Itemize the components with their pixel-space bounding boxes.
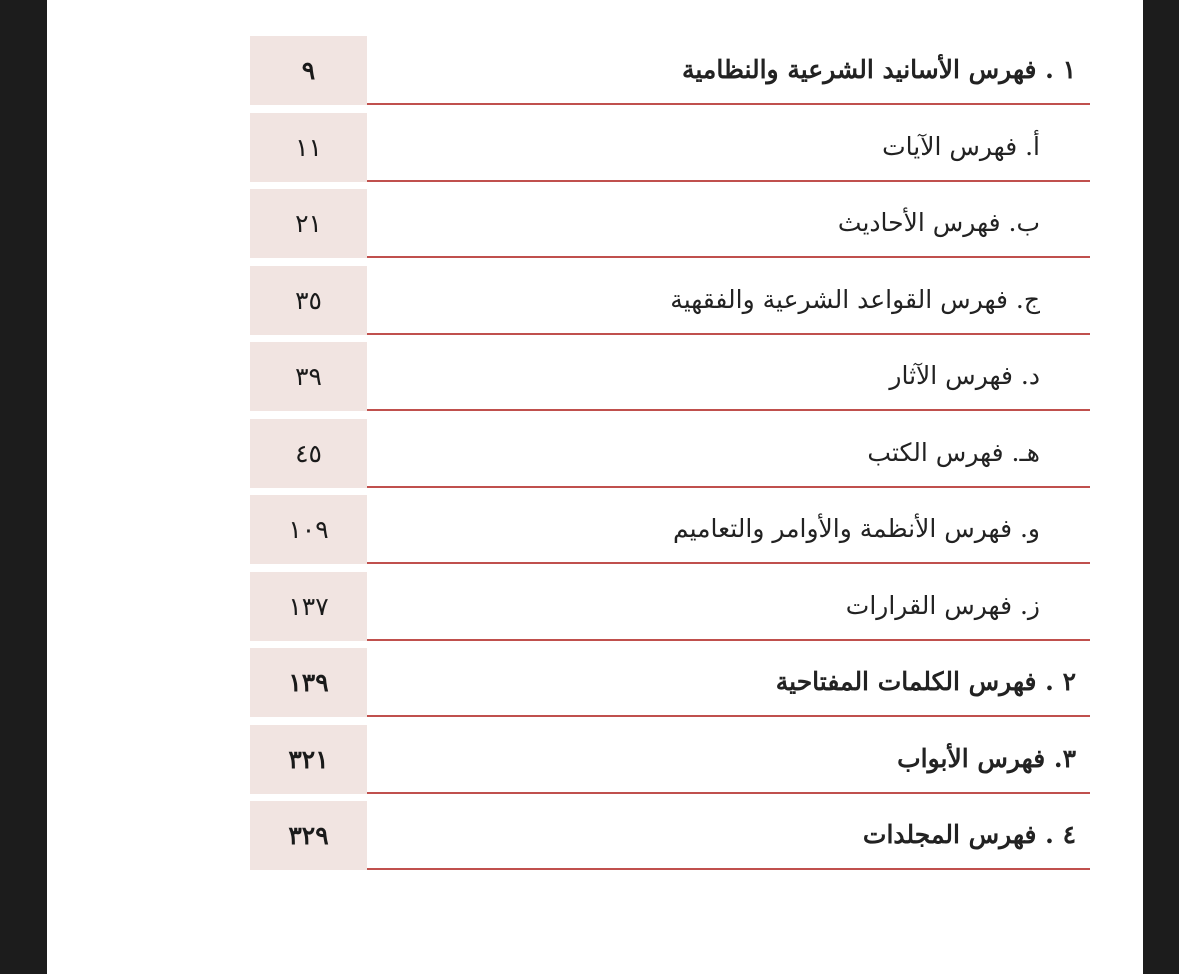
toc-entry-kalimat[interactable]: [250, 648, 1090, 717]
toc-page-number: ٣٢٩: [250, 801, 367, 870]
toc-title: ٢ . فهرس الكلمات المفتاحية: [775, 667, 1076, 696]
toc-title-cell: [367, 419, 1090, 488]
toc-page-number: ١٣٧: [250, 572, 367, 641]
toc-entry-ahadith[interactable]: [250, 189, 1090, 258]
toc-title: د. فهرس الآثار: [889, 361, 1040, 390]
toc-title-cell: [367, 725, 1090, 794]
toc-title-cell: [367, 495, 1090, 564]
toc-title: ز. فهرس القرارات: [845, 591, 1040, 620]
toc-entry-kutub[interactable]: [250, 419, 1090, 488]
toc-page-number: ٤٥: [250, 419, 367, 488]
toc-title: و. فهرس الأنظمة والأوامر والتعاميم: [672, 514, 1040, 543]
toc-title: ج. فهرس القواعد الشرعية والفقهية: [670, 285, 1040, 314]
toc-entry-athar[interactable]: [250, 342, 1090, 411]
toc-page-number: ١٣٩: [250, 648, 367, 717]
toc-title: ٤ . فهرس المجلدات: [862, 820, 1076, 849]
toc-title-cell: [367, 801, 1090, 870]
toc-page-number: ٢١: [250, 189, 367, 258]
toc-page-number: ٩: [250, 36, 367, 105]
toc-page-number: ٣٢١: [250, 725, 367, 794]
document-page: [47, 0, 1143, 974]
toc-entry-anzima[interactable]: [250, 495, 1090, 564]
toc-title-cell: [367, 572, 1090, 641]
toc-entry-asanid[interactable]: [250, 36, 1090, 105]
toc-entry-abwab[interactable]: [250, 725, 1090, 794]
toc-title: ب. فهرس الأحاديث: [837, 208, 1040, 237]
toc-page-number: ١١: [250, 113, 367, 182]
toc-entry-qawaid[interactable]: [250, 266, 1090, 335]
toc-title: ١ . فهرس الأسانيد الشرعية والنظامية: [681, 55, 1076, 84]
toc-page-number: ٣٥: [250, 266, 367, 335]
toc-title-cell: [367, 266, 1090, 335]
toc-title-cell: [367, 342, 1090, 411]
toc-page-number: ٣٩: [250, 342, 367, 411]
toc-title-cell: [367, 189, 1090, 258]
toc-entry-qararat[interactable]: [250, 572, 1090, 641]
toc-title: ٣. فهرس الأبواب: [897, 744, 1076, 773]
toc-title: هـ. فهرس الكتب: [867, 438, 1040, 467]
toc-title-cell: [367, 36, 1090, 105]
toc-title-cell: [367, 113, 1090, 182]
toc-title-cell: [367, 648, 1090, 717]
toc-entry-mujalladat[interactable]: [250, 801, 1090, 870]
toc-title: أ. فهرس الآيات: [882, 132, 1040, 161]
toc-entry-ayat[interactable]: [250, 113, 1090, 182]
toc-page-number: ١٠٩: [250, 495, 367, 564]
